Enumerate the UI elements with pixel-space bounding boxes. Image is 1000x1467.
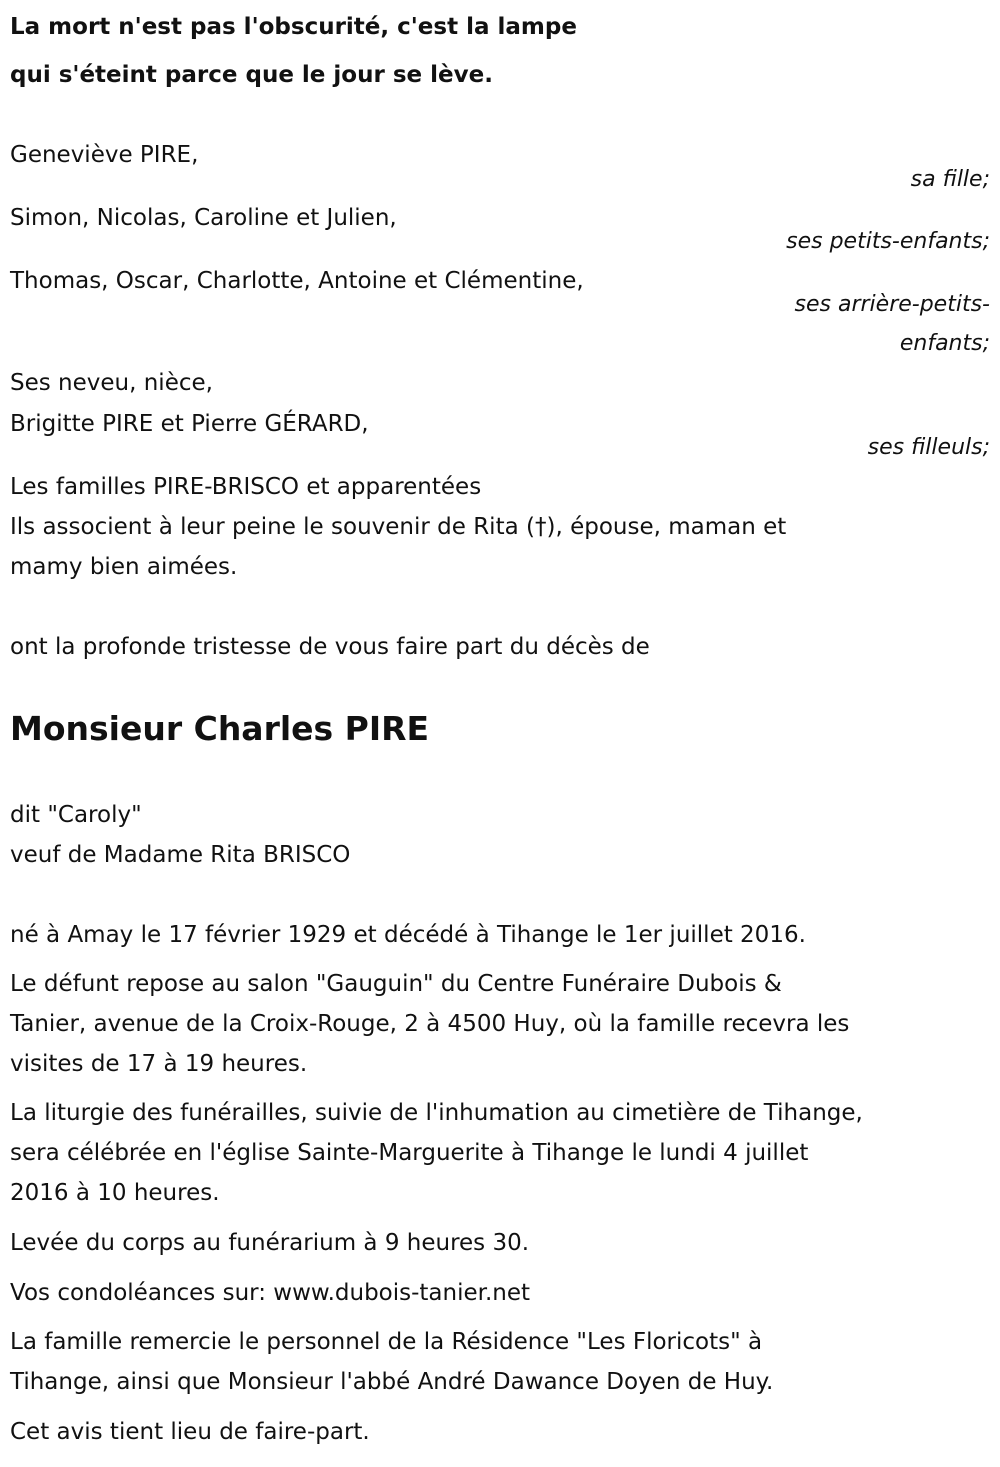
godchildren-intro: Ses neveu, nièce, <box>10 370 213 396</box>
closing: Cet avis tient lieu de faire-part. <box>10 1419 370 1445</box>
grandchildren-names: Simon, Nicolas, Caroline et Julien, <box>10 205 397 231</box>
quote-line-1: La mort n'est pas l'obscurité, c'est la lampe <box>10 14 577 40</box>
widower: veuf de Madame Rita BRISCO <box>10 842 351 868</box>
quote-line-2: qui s'éteint parce que le jour se lève. <box>10 62 493 88</box>
remembrance-line-2: mamy bien aimées. <box>10 554 238 580</box>
thanks-line-2: Tihange, ainsi que Monsieur l'abbé André Dawance Doyen de Huy. <box>10 1369 774 1395</box>
liturgy-line-1: La liturgie des funérailles, suivie de l'inhumation au cimetière de Tihange, <box>10 1100 863 1126</box>
liturgy-line-3: 2016 à 10 heures. <box>10 1180 220 1206</box>
thanks-line-1: La famille remercie le personnel de la Résidence "Les Floricots" à <box>10 1329 763 1355</box>
grandchildren-relation: ses petits-enfants; <box>786 229 990 254</box>
daughter-name: Geneviève PIRE, <box>10 142 199 168</box>
great-grandchildren-names: Thomas, Oscar, Charlotte, Antoine et Clémentine, <box>10 268 584 294</box>
condolences: Vos condoléances sur: www.dubois-tanier.net <box>10 1280 531 1306</box>
great-grandchildren-relation-1: ses arrière-petits- <box>794 292 990 317</box>
great-grandchildren-relation-2: enfants; <box>899 331 990 356</box>
rest-line-1: Le défunt repose au salon "Gauguin" du Centre Funéraire Dubois & <box>10 971 782 997</box>
remembrance-line-1: Ils associent à leur peine le souvenir de Rita (†), épouse, maman et <box>10 514 787 540</box>
announcement: ont la profonde tristesse de vous faire part du décès de <box>10 634 650 660</box>
daughter-relation: sa fille; <box>910 167 990 192</box>
godchildren-names: Brigitte PIRE et Pierre GÉRARD, <box>10 411 369 437</box>
nickname: dit "Caroly" <box>10 802 142 828</box>
families: Les familles PIRE-BRISCO et apparentées <box>10 474 482 500</box>
deceased-name: Monsieur Charles PIRE <box>10 709 430 748</box>
levee: Levée du corps au funérarium à 9 heures 30. <box>10 1230 530 1256</box>
godchildren-relation: ses filleuls; <box>867 435 990 460</box>
rest-line-2: Tanier, avenue de la Croix-Rouge, 2 à 4500 Huy, où la famille recevra les <box>10 1011 850 1037</box>
liturgy-line-2: sera célébrée en l'église Sainte-Marguerite à Tihange le lundi 4 juillet <box>10 1140 809 1166</box>
birth-death: né à Amay le 17 février 1929 et décédé à Tihange le 1er juillet 2016. <box>10 922 806 948</box>
rest-line-3: visites de 17 à 19 heures. <box>10 1051 308 1077</box>
